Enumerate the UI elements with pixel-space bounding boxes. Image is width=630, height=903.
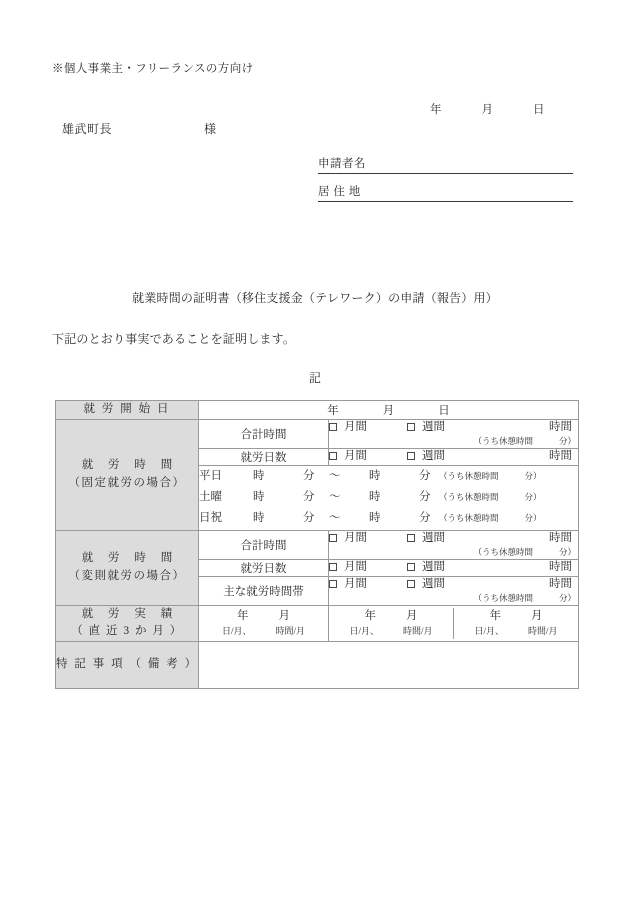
main-work-hours-monthly-option[interactable] xyxy=(329,577,367,593)
main-work-hours-break-note xyxy=(329,593,578,604)
fixed-total-hours-break-label: （うち休憩時間 xyxy=(473,436,533,447)
remarks-label: 特 記 事 項 （ 備 考 ） xyxy=(56,658,199,671)
weekday-end-minute-unit: 分 xyxy=(419,469,431,482)
performance-3-units xyxy=(454,625,578,639)
performance-1-hours-unit: 時間/月 xyxy=(275,626,306,637)
irregular-work-days-label: 就労日数 xyxy=(199,559,329,576)
saturday-range-tilde: 〜 xyxy=(329,491,341,504)
performance-2-year: 年 xyxy=(364,610,376,622)
irregular-work-label-cell xyxy=(56,530,199,605)
checkbox-icon[interactable] xyxy=(329,563,337,571)
saturday-end-minute-unit: 分 xyxy=(419,491,431,504)
ki-mark: 記 xyxy=(308,371,321,385)
weekday-break-unit: 分） xyxy=(524,470,542,481)
checkbox-icon[interactable] xyxy=(329,423,337,431)
irregular-work-days-monthly-option[interactable] xyxy=(329,560,367,576)
irregular-total-hours-weekly-option[interactable] xyxy=(407,531,445,547)
weekday-range-tilde: 〜 xyxy=(329,469,341,482)
fixed-work-label-main: 就 労 時 間 xyxy=(81,458,179,471)
certification-statement: 下記のとおり事実であることを証明します。 xyxy=(52,332,296,346)
checkbox-icon[interactable] xyxy=(407,452,415,460)
performance-3-date xyxy=(454,608,578,625)
saturday-start-minute-unit: 分 xyxy=(303,491,315,504)
header-date-year: 年 xyxy=(430,104,442,116)
irregular-total-hours-label: 合計時間 xyxy=(199,530,329,559)
main-work-hours-label: 主な就労時間帯 xyxy=(199,576,329,605)
work-performance-label-cell xyxy=(56,605,199,642)
weekday-start-hour-unit: 時 xyxy=(253,469,265,482)
applicant-name-field[interactable] xyxy=(318,155,573,174)
time-range-row-saturday[interactable] xyxy=(199,487,578,508)
performance-2-month: 月 xyxy=(406,610,418,622)
fixed-work-days-unit: 時間 xyxy=(549,450,572,463)
performance-1-year: 年 xyxy=(237,610,249,622)
performance-1-days-unit: 日/月、 xyxy=(221,626,252,637)
main-work-hours-break-unit: 分） xyxy=(558,593,576,604)
saturday-end-hour-unit: 時 xyxy=(369,491,381,504)
start-date-label: 就 労 開 始 日 xyxy=(83,403,171,415)
irregular-work-days-unit: 時間 xyxy=(549,560,572,573)
holiday-break-label: （うち休憩時間 xyxy=(439,513,499,524)
performance-3-days-unit: 日/月、 xyxy=(474,626,504,637)
start-date-month: 月 xyxy=(382,404,395,417)
weekday-break-label: （うち休憩時間 xyxy=(439,470,499,481)
header-date-month: 月 xyxy=(481,104,493,116)
performance-2-hours-unit: 時間/月 xyxy=(403,626,433,637)
holiday-start-hour-unit: 時 xyxy=(253,512,265,525)
fixed-total-hours-weekly-label: 週間 xyxy=(422,420,445,433)
work-performance-month-3[interactable] xyxy=(454,608,579,639)
fixed-work-days-options xyxy=(329,449,578,465)
fixed-work-days-value-cell[interactable] xyxy=(329,448,579,465)
checkbox-icon[interactable] xyxy=(329,452,337,460)
fixed-total-hours-options xyxy=(329,420,578,436)
header-date-line xyxy=(430,101,545,117)
table-row-irregular-total-hours xyxy=(56,530,579,559)
main-work-hours-unit: 時間 xyxy=(549,577,572,590)
main-work-hours-options xyxy=(329,577,578,593)
remarks-value-cell[interactable] xyxy=(199,642,579,689)
irregular-total-hours-break-unit: 分） xyxy=(558,547,576,558)
table-row-work-performance xyxy=(56,605,579,642)
addressee-name: 雄武町長 xyxy=(62,122,113,136)
saturday-label: 土曜 xyxy=(199,491,222,504)
residence-field[interactable] xyxy=(318,183,573,202)
saturday-start-hour-unit: 時 xyxy=(253,491,265,504)
work-performance-month-1[interactable] xyxy=(199,605,329,642)
holiday-end-hour-unit: 時 xyxy=(369,512,381,525)
main-work-hours-monthly-label: 月間 xyxy=(344,577,367,590)
main-work-hours-weekly-label: 週間 xyxy=(422,577,445,590)
performance-1-month: 月 xyxy=(278,610,290,622)
fixed-total-hours-break-unit: 分） xyxy=(558,436,576,447)
fixed-total-hours-break-note xyxy=(329,436,578,447)
start-date-label-cell xyxy=(56,401,199,420)
performance-1-units xyxy=(199,625,328,639)
checkbox-icon[interactable] xyxy=(407,563,415,571)
irregular-work-days-monthly-label: 月間 xyxy=(344,560,367,573)
fixed-total-hours-monthly-label: 月間 xyxy=(344,420,367,433)
irregular-work-label-main: 就 労 時 間 xyxy=(81,551,179,564)
target-audience-note: ※個人事業主・フリーランスの方向け xyxy=(52,63,254,75)
irregular-total-hours-weekly-label: 週間 xyxy=(422,531,445,544)
irregular-work-days-weekly-option[interactable] xyxy=(407,560,445,576)
fixed-work-days-weekly-option[interactable] xyxy=(407,449,445,465)
weekday-start-minute-unit: 分 xyxy=(303,469,315,482)
performance-1-date xyxy=(199,608,328,625)
header-date-day: 日 xyxy=(533,104,545,116)
checkbox-icon[interactable] xyxy=(407,580,415,588)
irregular-total-hours-monthly-option[interactable] xyxy=(329,531,367,547)
fixed-work-days-monthly-option[interactable] xyxy=(329,449,367,465)
fixed-total-hours-value-cell[interactable] xyxy=(329,419,579,448)
fixed-total-hours-label: 合計時間 xyxy=(199,419,329,448)
time-range-row-holiday[interactable] xyxy=(199,508,578,529)
work-performance-month-2[interactable] xyxy=(329,608,454,639)
saturday-break-label: （うち休憩時間 xyxy=(439,492,499,503)
fixed-total-hours-weekly-option[interactable] xyxy=(407,420,445,436)
fixed-time-ranges-cell[interactable] xyxy=(199,465,579,530)
checkbox-icon[interactable] xyxy=(329,534,337,542)
work-performance-months-2-3-wrapper xyxy=(329,605,579,642)
irregular-total-hours-unit: 時間 xyxy=(549,531,572,544)
weekday-break-note xyxy=(439,469,542,485)
main-work-hours-break-label: （うち休憩時間 xyxy=(473,593,533,604)
main-work-hours-weekly-option[interactable] xyxy=(407,577,445,593)
addressee-honorific: 様 xyxy=(204,122,217,136)
saturday-break-note xyxy=(439,490,542,506)
applicant-name-label: 申請者名 xyxy=(318,158,366,170)
holiday-label: 日祝 xyxy=(199,512,222,525)
irregular-work-days-options xyxy=(329,560,578,576)
weekday-end-hour-unit: 時 xyxy=(369,469,381,482)
performance-3-year: 年 xyxy=(489,610,501,622)
fixed-total-hours-monthly-option[interactable] xyxy=(329,420,367,436)
performance-3-month: 月 xyxy=(531,610,543,622)
performance-2-date xyxy=(329,608,453,625)
addressee-line xyxy=(62,120,216,137)
fixed-work-days-weekly-label: 週間 xyxy=(422,450,445,463)
holiday-end-minute-unit: 分 xyxy=(419,512,431,525)
main-work-hours-value-cell[interactable] xyxy=(329,576,579,605)
page-title: 就業時間の証明書（移住支援金（テレワーク）の申請（報告）用） xyxy=(132,291,498,305)
fixed-work-label-sub: （固定就労の場合） xyxy=(68,476,186,489)
holiday-start-minute-unit: 分 xyxy=(303,512,315,525)
checkbox-icon[interactable] xyxy=(329,580,337,588)
checkbox-icon[interactable] xyxy=(407,423,415,431)
irregular-total-hours-break-label: （うち休憩時間 xyxy=(473,547,533,558)
fixed-total-hours-unit: 時間 xyxy=(549,420,572,433)
performance-3-hours-unit: 時間/月 xyxy=(528,626,558,637)
checkbox-icon[interactable] xyxy=(407,534,415,542)
performance-2-days-unit: 日/月、 xyxy=(349,626,379,637)
fixed-work-days-monthly-label: 月間 xyxy=(344,450,367,463)
start-date-value-cell[interactable] xyxy=(199,401,579,420)
irregular-total-hours-value-cell[interactable] xyxy=(329,530,579,559)
holiday-break-note xyxy=(439,511,542,527)
fixed-work-label-cell xyxy=(56,419,199,530)
remarks-label-cell xyxy=(56,642,199,689)
table-row-remarks xyxy=(56,642,579,689)
table-row-start-date xyxy=(56,401,579,420)
irregular-total-hours-monthly-label: 月間 xyxy=(344,531,367,544)
weekday-label: 平日 xyxy=(199,469,222,482)
holiday-range-tilde: 〜 xyxy=(329,512,341,525)
work-performance-label-main: 就 労 実 績 xyxy=(81,607,179,620)
table-row-fixed-total-hours xyxy=(56,419,579,448)
irregular-work-days-value-cell[interactable] xyxy=(329,559,579,576)
start-date-day: 日 xyxy=(438,404,450,417)
performance-2-units xyxy=(329,625,453,639)
irregular-work-days-weekly-label: 週間 xyxy=(422,560,445,573)
irregular-total-hours-options xyxy=(329,531,578,547)
fixed-work-days-label: 就労日数 xyxy=(199,448,329,465)
residence-label: 居 住 地 xyxy=(318,186,361,198)
start-date-year: 年 xyxy=(327,404,339,417)
saturday-break-unit: 分） xyxy=(524,492,542,503)
work-hours-form-table xyxy=(55,400,579,689)
work-performance-label-sub: （ 直 近 3 か 月 ） xyxy=(71,625,183,638)
irregular-total-hours-break-note xyxy=(329,547,578,558)
holiday-break-unit: 分） xyxy=(524,513,542,524)
irregular-work-label-sub: （変則就労の場合） xyxy=(68,569,186,582)
time-range-row-weekday[interactable] xyxy=(199,466,578,487)
